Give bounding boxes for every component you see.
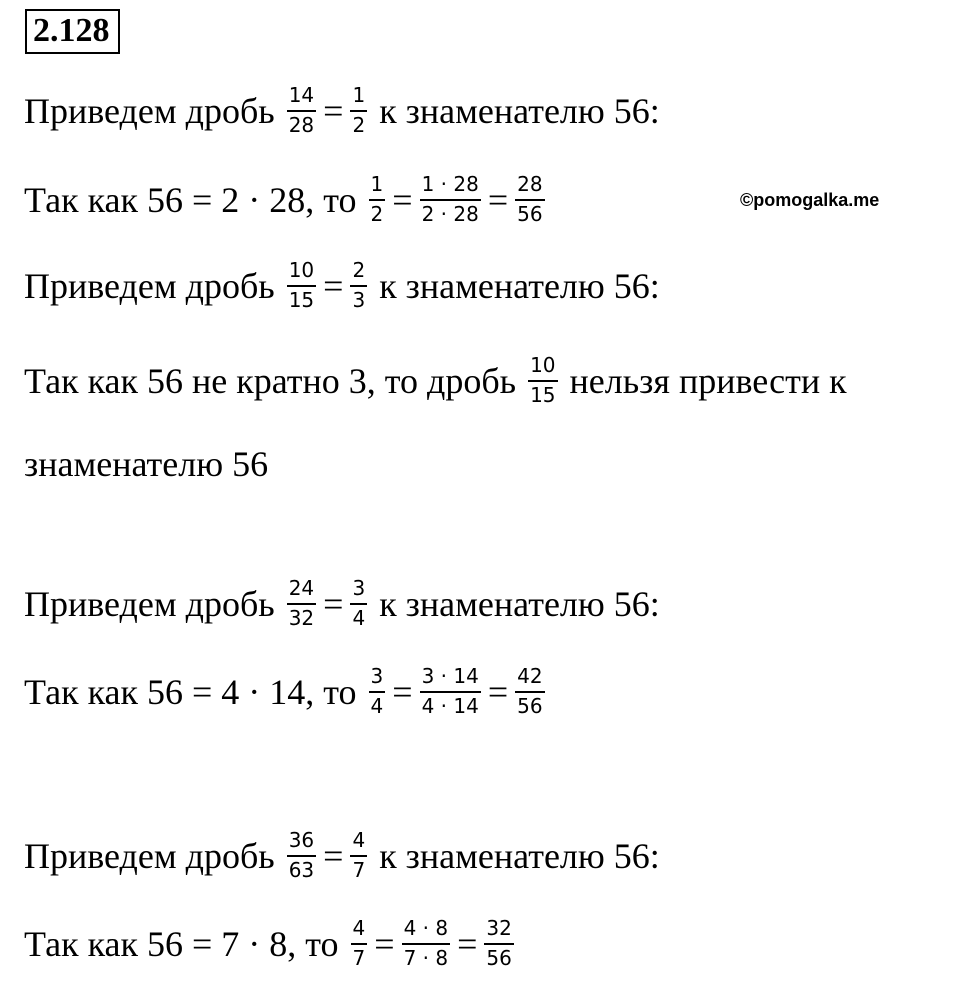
fraction xyxy=(350,578,367,629)
numerator: 4 xyxy=(352,828,366,852)
denominator: 2 xyxy=(350,110,367,137)
line-text: знаменателю 56 xyxy=(24,444,269,484)
equals-sign: = xyxy=(392,671,413,712)
solution-line-8 xyxy=(24,830,660,881)
line-text: к знаменателю 56: xyxy=(370,583,660,624)
numerator: 3 xyxy=(370,664,384,688)
equals-sign: = xyxy=(392,179,413,220)
denominator: 2 xyxy=(369,199,386,226)
solution-line-9 xyxy=(24,918,517,969)
solution-line-3 xyxy=(24,260,660,311)
fraction xyxy=(528,355,557,406)
denominator: 56 xyxy=(515,199,544,226)
fraction xyxy=(351,918,368,969)
numerator: 28 xyxy=(517,172,543,196)
line-text: Приведем дробь xyxy=(24,265,284,306)
solution-line-6 xyxy=(24,578,660,629)
numerator: 10 xyxy=(288,258,315,282)
numerator: 1 · 28 xyxy=(421,172,479,196)
line-text: нельзя привести к xyxy=(560,360,847,401)
numerator: 24 xyxy=(288,576,315,600)
denominator: 7 · 8 xyxy=(402,943,451,970)
fraction xyxy=(350,260,367,311)
numerator: 1 xyxy=(370,172,384,196)
solution-line-5 xyxy=(24,446,268,482)
line-text: Так как 56 = 7 · 8, то xyxy=(24,923,348,964)
fraction xyxy=(515,666,544,717)
equals-sign: = xyxy=(487,671,509,712)
fraction xyxy=(420,666,481,717)
numerator: 4 · 8 xyxy=(403,916,449,940)
denominator: 4 · 14 xyxy=(420,691,481,718)
solution-line-2 xyxy=(24,174,548,225)
numerator: 2 xyxy=(352,258,366,282)
numerator: 10 xyxy=(530,353,556,377)
line-text: Так как 56 = 2 · 28, то xyxy=(24,179,366,220)
denominator: 4 xyxy=(369,691,386,718)
line-text: Так как 56 = 4 · 14, то xyxy=(24,671,366,712)
fraction xyxy=(369,174,386,225)
line-text: Приведем дробь xyxy=(24,583,284,624)
line-text: к знаменателю 56: xyxy=(370,90,660,131)
solution-line-7 xyxy=(24,666,548,717)
denominator: 15 xyxy=(528,380,557,407)
line-text: Приведем дробь xyxy=(24,835,284,876)
equals-sign: = xyxy=(323,265,344,306)
fraction xyxy=(369,666,386,717)
watermark: ©pomogalka.me xyxy=(740,190,880,210)
denominator: 3 xyxy=(350,285,367,312)
equals-sign: = xyxy=(323,90,344,131)
equals-sign: = xyxy=(487,179,509,220)
numerator: 4 xyxy=(352,916,366,940)
line-text: Приведем дробь xyxy=(24,90,284,131)
denominator: 7 xyxy=(350,855,367,882)
fraction xyxy=(287,830,316,881)
fraction xyxy=(350,830,367,881)
denominator: 32 xyxy=(287,603,316,630)
numerator: 14 xyxy=(288,83,315,107)
line-text: к знаменателю 56: xyxy=(370,265,660,306)
denominator: 56 xyxy=(484,943,513,970)
line-text: к знаменателю 56: xyxy=(370,835,660,876)
numerator: 3 · 14 xyxy=(421,664,479,688)
numerator: 1 xyxy=(352,83,366,107)
fraction xyxy=(420,174,481,225)
line-text: Так как 56 не кратно 3, то дробь xyxy=(24,360,526,401)
denominator: 63 xyxy=(287,855,316,882)
numerator: 42 xyxy=(517,664,543,688)
equals-sign: = xyxy=(323,835,344,876)
equals-sign: = xyxy=(457,923,478,964)
denominator: 28 xyxy=(287,110,316,137)
denominator: 2 · 28 xyxy=(420,199,481,226)
equals-sign: = xyxy=(323,583,344,624)
fraction xyxy=(515,174,544,225)
fraction xyxy=(287,578,316,629)
denominator: 4 xyxy=(350,603,367,630)
equals-sign: = xyxy=(374,923,395,964)
fraction xyxy=(287,260,316,311)
numerator: 32 xyxy=(486,916,512,940)
fraction xyxy=(350,85,367,136)
denominator: 15 xyxy=(287,285,316,312)
numerator: 36 xyxy=(288,828,315,852)
solution-line-4 xyxy=(24,355,847,406)
fraction xyxy=(402,918,451,969)
solution-line-1 xyxy=(24,85,660,136)
denominator: 7 xyxy=(351,943,368,970)
task-number-box: 2.128 xyxy=(25,9,120,54)
denominator: 56 xyxy=(515,691,544,718)
fraction xyxy=(287,85,316,136)
fraction xyxy=(484,918,513,969)
numerator: 3 xyxy=(352,576,366,600)
